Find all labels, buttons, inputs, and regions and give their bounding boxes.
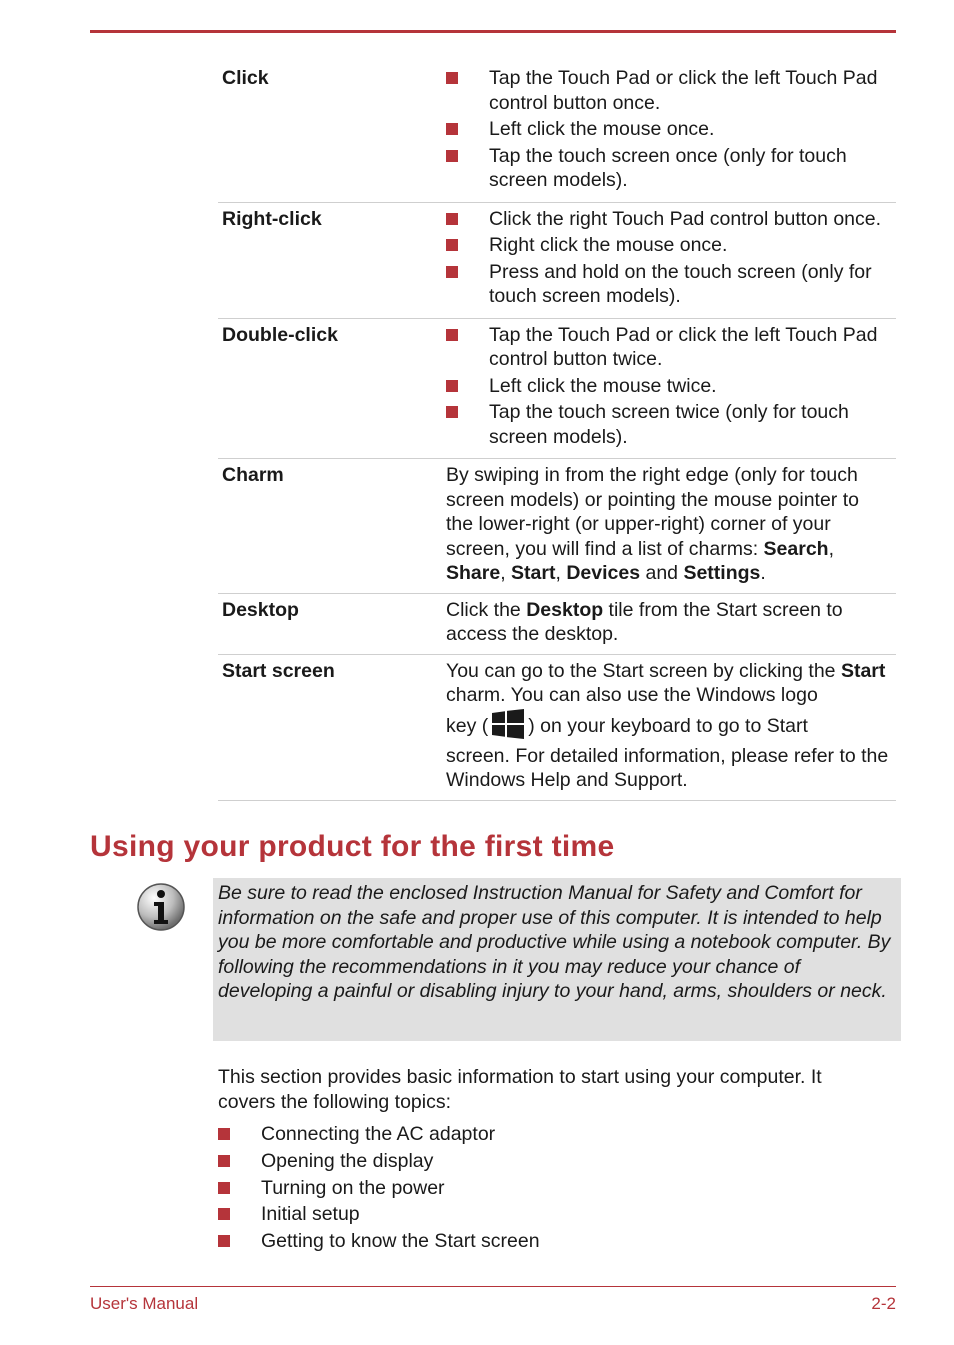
term-click: Click bbox=[222, 67, 269, 89]
list-item: Opening the display bbox=[218, 1149, 540, 1176]
page-number: 2-2 bbox=[871, 1294, 896, 1313]
term-start-screen: Start screen bbox=[222, 659, 335, 682]
list-item: Getting to know the Start screen bbox=[218, 1229, 540, 1256]
list-item: Turning on the power bbox=[218, 1176, 540, 1203]
desktop-description: Click the Desktop tile from the Start screen to access the desktop. bbox=[446, 598, 843, 645]
info-icon bbox=[136, 882, 186, 932]
table-row bbox=[218, 202, 896, 318]
footer-rule bbox=[90, 1286, 896, 1287]
header-rule bbox=[90, 30, 896, 33]
topics-list bbox=[218, 1122, 540, 1256]
table-row bbox=[218, 62, 896, 202]
list-item: Tap the touch screen twice (only for touch screen models). bbox=[446, 400, 890, 449]
list-item: Press and hold on the touch screen (only for touch screen models). bbox=[446, 260, 890, 309]
bullet-list bbox=[446, 66, 890, 193]
list-item: Click the right Touch Pad control button once. bbox=[446, 207, 890, 232]
footer-title: User's Manual bbox=[90, 1294, 199, 1313]
list-item: Connecting the AC adaptor bbox=[218, 1122, 540, 1149]
table-row bbox=[218, 459, 896, 594]
intro-paragraph: This section provides basic information to start using your computer. It covers the following topics: bbox=[218, 1066, 822, 1113]
list-item: Initial setup bbox=[218, 1202, 540, 1229]
list-item: Left click the mouse once. bbox=[446, 117, 890, 142]
list-item: Left click the mouse twice. bbox=[446, 374, 890, 399]
term-right-click: Right-click bbox=[222, 207, 322, 230]
list-item: Tap the Touch Pad or click the left Touch Pad control button once. bbox=[446, 66, 890, 115]
term-double-click: Double-click bbox=[222, 323, 338, 346]
bullet-list bbox=[446, 207, 890, 309]
term-charm: Charm bbox=[222, 464, 284, 486]
table-row bbox=[218, 654, 896, 800]
charm-description: By swiping in from the right edge (only for touch screen models) or pointing the mouse pointer to the lower-right (or upper-right) corner of your screen, you will find a list of charms: Search, Share, Start, Devices and Settings. bbox=[446, 464, 859, 584]
note-text: Be sure to read the enclosed Instruction Manual for Safety and Comfort for information on the safe and proper use of this computer. It is intended to help you be more comfortable and productive while using a notebook computer. By following the recommendations in it you may reduce your chance of developing a painful or disabling injury to your hand, arms, shoulders or neck. bbox=[218, 882, 891, 1002]
table-row bbox=[218, 593, 896, 654]
start-screen-description: You can go to the Start screen by clicking the Start charm. You can also use the Windows logo key ( ) on your keyboard to go to Start screen. For detailed information, please refer to the Windows Help and Support. bbox=[446, 659, 889, 791]
term-desktop: Desktop bbox=[222, 598, 299, 621]
table-row bbox=[218, 318, 896, 459]
list-item: Tap the Touch Pad or click the left Touch Pad control button twice. bbox=[446, 323, 890, 372]
list-item: Right click the mouse once. bbox=[446, 233, 890, 258]
section-title: Using your product for the first time bbox=[90, 830, 615, 863]
windows-logo-icon bbox=[492, 709, 524, 739]
gesture-table bbox=[218, 62, 896, 801]
list-item: Tap the touch screen once (only for touch screen models). bbox=[446, 144, 890, 193]
bullet-list bbox=[446, 323, 890, 450]
